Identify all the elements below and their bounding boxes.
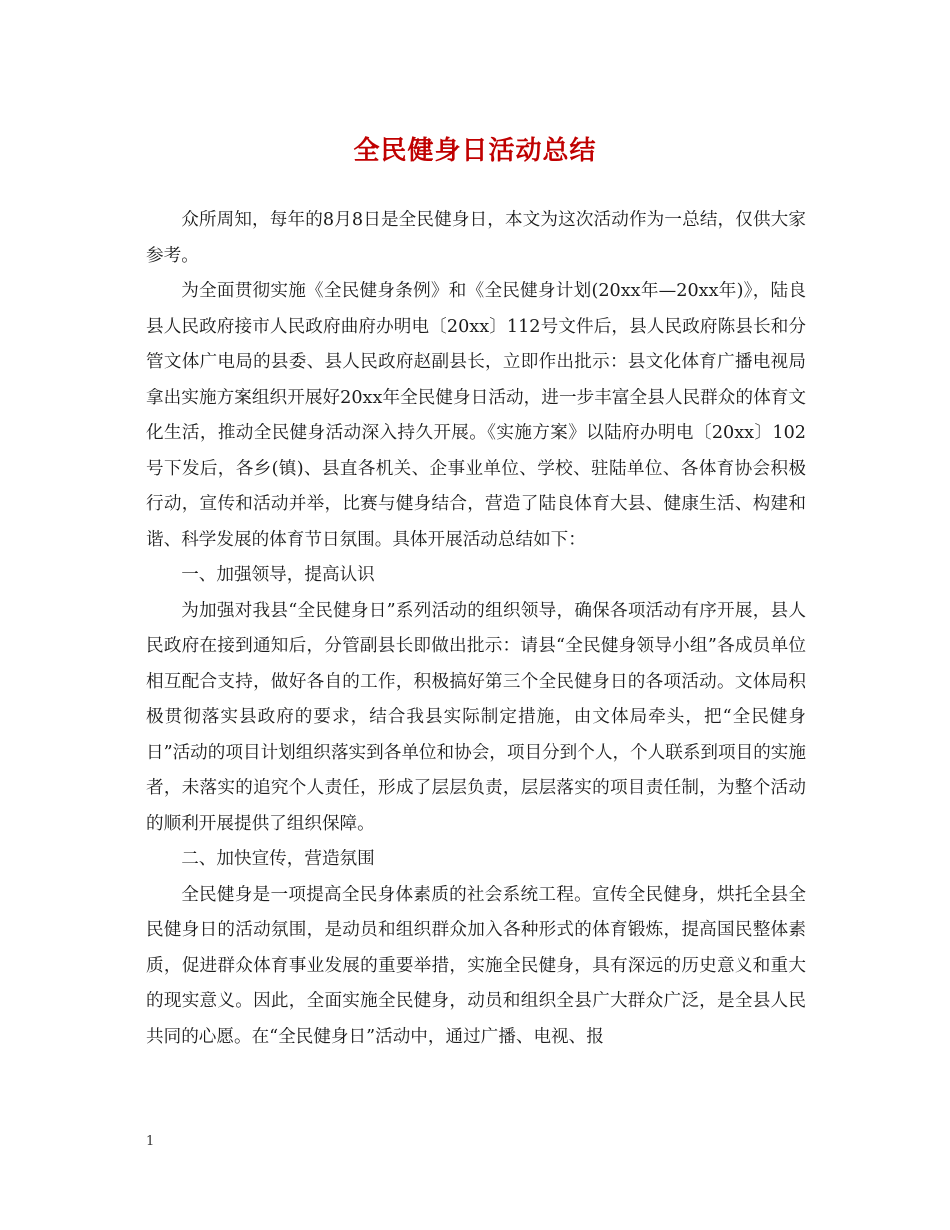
- paragraph-background: 为全面贯彻实施《全民健身条例》和《全民健身计划(20xx年—20xx年)》，陆良县人民政府接市人民政府曲府办明电〔20xx〕112号文件后，县人民政府陈县长和分管文体广电局的县委、县人民政府赵副县长，立即作出批示：县文化体育广播电视局拿出实施方案组织开展好20xx年全民健身日活动，进一步丰富全县人民群众的体育文化生活，推动全民健身活动深入持久开展。《实施方案》以陆府办明电〔20xx〕102号下发后，各乡(镇)、县直各机关、企事业单位、学校、驻陆单位、各体育协会积极行动，宣传和活动并举，比赛与健身结合，营造了陆良体育大县、健康生活、构建和谐、科学发展的体育节日氛围。具体开展活动总结如下：: [146, 281, 806, 550]
- paragraph-publicity: 全民健身是一项提高全民身体素质的社会系统工程。宣传全民健身，烘托全县全民健身日的活动氛围，是动员和组织群众加入各种形式的体育锻炼，提高国民整体素质，促进群众体育事业发展的重要举措，实施全民健身，具有深远的历史意义和重大的现实意义。因此，全面实施全民健身，动员和组织全县广大群众广泛，是全县人民共同的心愿。在“全民健身日”活动中，通过广播、电视、报: [146, 884, 806, 1047]
- page-number: 1: [146, 1134, 155, 1149]
- section-heading-publicity: 二、加快宣传，营造氛围: [181, 849, 375, 869]
- paragraph-intro: 众所周知，每年的8月8日是全民健身日，本文为这次活动作为一总结，仅供大家参考。: [146, 210, 806, 266]
- document-body: [146, 203, 806, 1055]
- page-title: 全民健身日活动总结: [353, 136, 597, 166]
- section-heading-leadership: 一、加强领导，提高认识: [181, 565, 375, 585]
- paragraph-leadership: 为加强对我县“全民健身日”系列活动的组织领导，确保各项活动有序开展，县人民政府在接到通知后，分管副县长即做出批示：请县“全民健身领导小组”各成员单位相互配合支持，做好各自的工作，积极搞好第三个全民健身日的各项活动。文体局积极贯彻落实县政府的要求，结合我县实际制定措施，由文体局牵头，把“全民健身日”活动的项目计划组织落实到各单位和协会，项目分到个人，个人联系到项目的实施者，未落实的追究个人责任，形成了层层负责，层层落实的项目责任制，为整个活动的顺利开展提供了组织保障。: [146, 600, 806, 834]
